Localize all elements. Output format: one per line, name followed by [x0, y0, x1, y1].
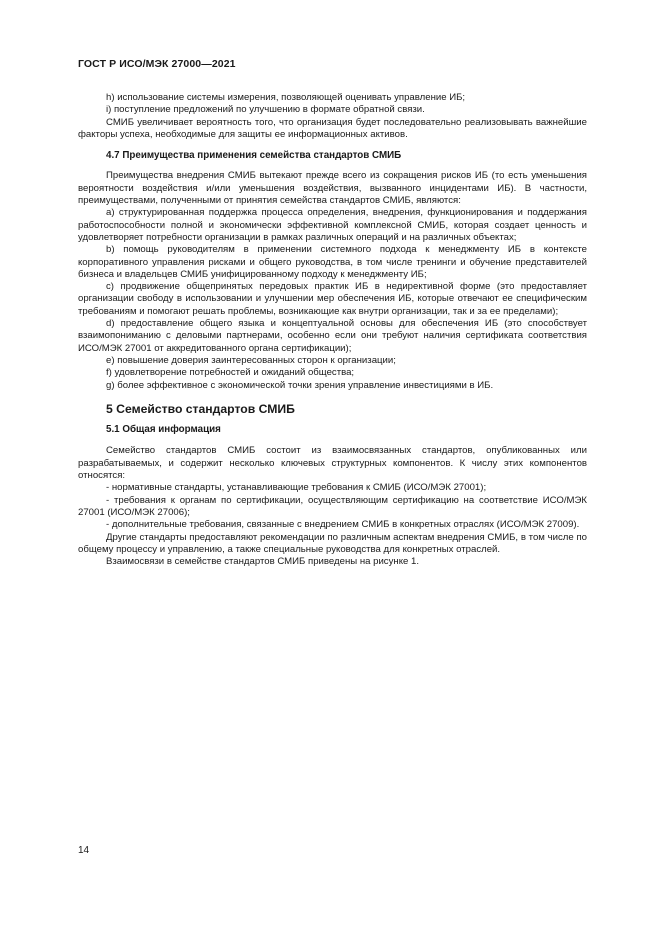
- list-item: - дополнительные требования, связанные с внедрением СМИБ в конкретных отраслях (ИСО/МЭК 27009).: [106, 519, 580, 531]
- list-item: e) повышение доверия заинтересованных сторон к организации;: [106, 354, 396, 366]
- list-item: g) более эффективное с экономической точки зрения управление инвестициями в ИБ.: [106, 379, 494, 391]
- list-item: c) продвижение общепринятых передовых практик ИБ в недирективной форме (это предоставляет организации свободу в использовании и улучшении мер обеспечения ИБ, которые отвечают ее специфическим требованиям и помогают решать проблемы, возникающие как внутри организации, так и за ее пределами);: [78, 281, 587, 317]
- list-item: i) поступление предложений по улучшению в формате обратной связи.: [106, 104, 425, 116]
- paragraph: СМИБ увеличивает вероятность того, что организация будет последовательно реализовывать важнейшие факторы успеха, необходимые для защиты ее информационных активов.: [78, 116, 587, 140]
- paragraph: Другие стандарты предоставляют рекомендации по различным аспектам внедрения СМИБ, в том числе по общему процессу и управлению, а также специальные руководства для конкретных отраслей.: [78, 531, 587, 555]
- list-item: h) использование системы измерения, позволяющей оценивать управление ИБ;: [106, 92, 466, 103]
- section-heading-4-7: 4.7 Преимущества применения семейства стандартов СМИБ: [106, 150, 402, 162]
- document-header: ГОСТ Р ИСО/МЭК 27000—2021: [78, 58, 236, 70]
- list-item: f) удовлетворение потребностей и ожиданий общества;: [106, 367, 355, 379]
- paragraph: Семейство стандартов СМИБ состоит из взаимосвязанных стандартов, опубликованных или разрабатываемых, и содержит несколько ключевых структурных компонентов. К числу этих компонентов относятся:: [78, 445, 587, 482]
- paragraph: Преимущества внедрения СМИБ вытекают прежде всего из сокращения рисков ИБ (то есть уменьшения вероятности воздействия и/или уменьшения воздействия, вызванного инцидентами ИБ). В частности, преимуществами, полученными от принятия семейства стандартов СМИБ, являются:: [78, 170, 587, 207]
- list-item: d) предоставление общего языка и концептуальной основы для обеспечения ИБ (это способствует взаимопониманию с деловыми партнерами, особенно если они требуют наличия сертификата соответствия ИСО/МЭК 27001 от аккредитованного органа сертификации);: [78, 318, 587, 354]
- list-item: - требования к органам по сертификации, осуществляющим сертификацию на соответствие ИСО/МЭК 27001 (ИСО/МЭК 27006);: [78, 494, 587, 518]
- list-item: - нормативные стандарты, устанавливающие требования к СМИБ (ИСО/МЭК 27001);: [106, 482, 487, 494]
- section-heading-5-1: 5.1 Общая информация: [106, 424, 221, 436]
- list-item: b) помощь руководителям в применении системного подхода к менеджменту ИБ в контексте корпоративного управления рисками и общего руководства, в том числе тренинги и обучение представителей бизнеса и владельцев СМИБ унифицированному подходу к менеджменту ИБ;: [78, 244, 587, 280]
- list-item: a) структурированная поддержка процесса определения, внедрения, функционирования и поддержания работоспособности полной и экономически эффективной комплексной СМИБ, которая создает ценность и удовлетворяет потребности организации в рамках различных операций и на различных объектах;: [78, 207, 587, 243]
- page-number: 14: [78, 845, 90, 856]
- section-heading-5: 5 Семейство стандартов СМИБ: [106, 401, 295, 416]
- paragraph: Взаимосвязи в семействе стандартов СМИБ приведены на рисунке 1.: [106, 556, 420, 568]
- document-body: [78, 92, 587, 568]
